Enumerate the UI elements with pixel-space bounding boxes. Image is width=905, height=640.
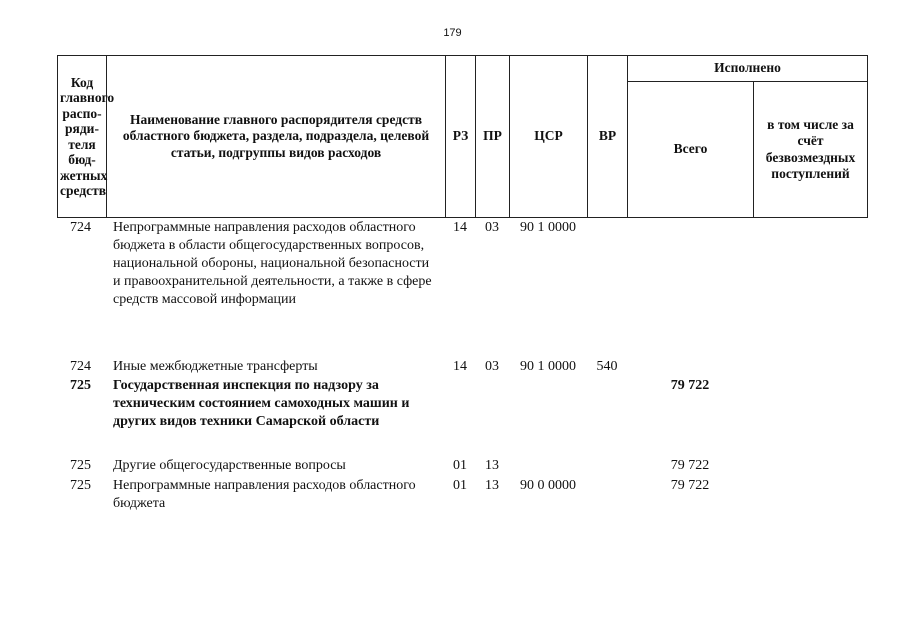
cell-rz: 14 [453, 220, 467, 235]
cell-code: 724 [70, 220, 91, 235]
cell-code: 725 [70, 478, 91, 493]
cell-csr: 90 0 0000 [520, 478, 576, 493]
cell-total: 79 722 [670, 478, 710, 493]
cell-total: 79 722 [670, 458, 710, 473]
header-incl-free: в том числе за счёт безвозмездных поступлений [754, 82, 868, 218]
cell-code: 725 [70, 458, 91, 473]
cell-name: Государственная инспекция по надзору за техническим состоянием самоходных машин и других видов техники Самарской области [113, 378, 410, 429]
cell-code: 724 [70, 359, 91, 374]
cell-pr: 13 [485, 458, 499, 473]
cell-name: Иные межбюджетные трансферты [113, 359, 318, 374]
cell-name: Непрограммные направления расходов областного бюджета [113, 478, 416, 511]
page-number: 179 [443, 27, 462, 39]
cell-rz: 01 [453, 478, 467, 493]
header-code: Код главного распо-ряди-теля бюд-жетных средств [58, 56, 107, 218]
cell-pr: 03 [485, 220, 499, 235]
header-pr: ПР [476, 56, 510, 218]
header-csr: ЦСР [510, 56, 588, 218]
header-name: Наименование главного распорядителя средств областного бюджета, раздела, подраздела, целевой статьи, подгруппы видов расходов [107, 56, 446, 218]
header-executed: Исполнено [628, 56, 868, 82]
cell-name: Другие общегосударственные вопросы [113, 458, 346, 473]
cell-name: Непрограммные направления расходов областного бюджета в области общегосударственных вопросов, национальной обороны, национальной безопасности и правоохранительной деятельности, а также в сфере средств массовой информации [113, 220, 432, 307]
cell-total: 79 722 [670, 378, 710, 393]
cell-pr: 13 [485, 478, 499, 493]
cell-vr: 540 [596, 359, 618, 374]
cell-rz: 14 [453, 359, 467, 374]
cell-csr: 90 1 0000 [520, 220, 576, 235]
header-vr: ВР [588, 56, 628, 218]
header-rz: РЗ [446, 56, 476, 218]
cell-rz: 01 [453, 458, 467, 473]
table-header [57, 55, 868, 218]
cell-pr: 03 [485, 359, 499, 374]
cell-csr: 90 1 0000 [520, 359, 576, 374]
header-total: Всего [628, 82, 754, 218]
cell-code: 725 [70, 378, 91, 393]
